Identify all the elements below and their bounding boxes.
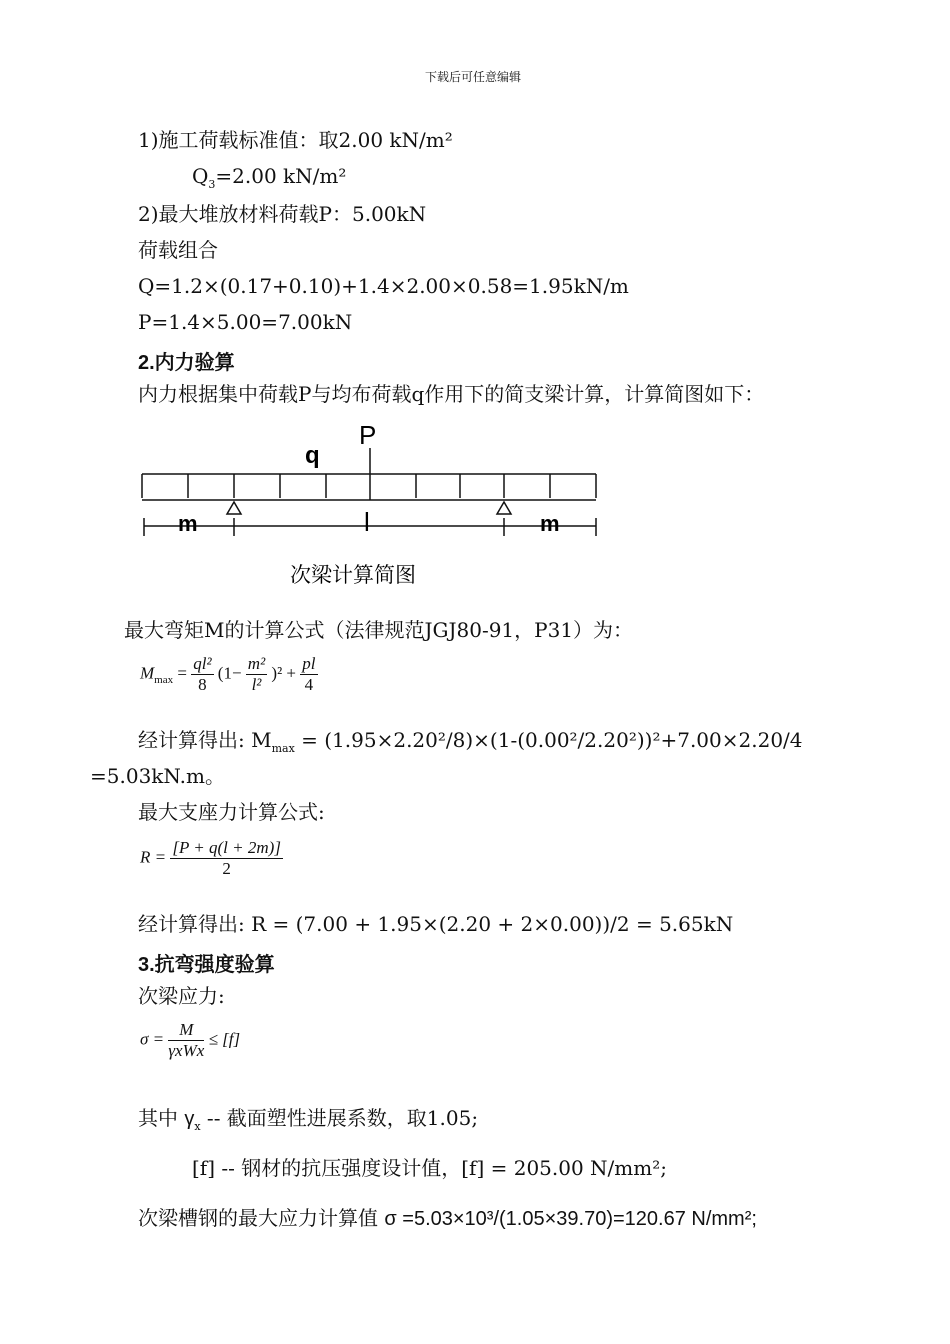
diagram-caption: 次梁计算简图 [290, 563, 416, 587]
load-combo-p: P=1.4×5.00=7.00kN [138, 310, 353, 334]
stress-label: 次梁应力: [138, 984, 225, 1008]
label-m-right: m [540, 511, 560, 536]
beam-diagram [130, 418, 610, 593]
stress-formula [140, 1020, 240, 1061]
moment-result-expr: = (1.95×2.20²/8)×(1-(0.00²/2.20²))²+7.00×2.20/4 [294, 728, 803, 752]
load-line-1: 1)施工荷载标准值：取2.00 kN/m² [138, 128, 453, 152]
stress-result-label: 次梁槽钢的最大应力计算值 [138, 1206, 385, 1230]
sf-den: 2 [222, 859, 231, 878]
mf-den-1: 8 [198, 675, 207, 694]
gamma-sub: x [194, 1120, 201, 1133]
stress-result [138, 1206, 757, 1231]
gamma-desc: -- 截面塑性进展系数，取1.05; [200, 1106, 479, 1130]
label-l: l [364, 507, 370, 537]
sf-num: [P + q(l + 2m)] [172, 838, 281, 857]
moment-result-sub: max [271, 742, 295, 755]
sf-frac [170, 838, 283, 879]
support-result: 经计算得出: R = (7.00 + 1.95×(2.20 + 2×0.00))/2 = 5.65kN [138, 912, 734, 936]
mf-lhs: M [140, 663, 155, 683]
mf-den-2: l² [251, 675, 262, 694]
moment-result-prefix: 经计算得出: M [138, 728, 272, 752]
mf-tail: )² + [271, 663, 297, 683]
stf-lhs: σ = [140, 1029, 165, 1049]
mf-lhs-sub: max [154, 673, 174, 686]
mf-frac-2 [246, 654, 267, 695]
stf-num: M [168, 1020, 204, 1041]
mf-num-1: ql² [193, 654, 212, 673]
label-p: P [359, 420, 377, 450]
left-support [227, 502, 241, 514]
load-line-2 [192, 164, 346, 197]
right-support [497, 502, 511, 514]
mf-num-3: pl [302, 654, 316, 673]
header-note: 下载后可任意编辑 [425, 70, 522, 84]
stf-frac [168, 1020, 204, 1061]
moment-intro: 最大弯矩M的计算公式（法律规范JGJ80-91，P31）为： [124, 618, 634, 642]
moment-formula [140, 654, 318, 695]
section-2-intro: 内力根据集中荷载P与均布荷载q作用下的简支梁计算，计算简图如下： [138, 382, 765, 406]
section-2-heading: 2.内力验算 [138, 352, 235, 374]
stress-result-value: σ =5.03×10³/(1.05×39.70)=120.67 N/mm²; [384, 1208, 757, 1230]
q3-symbol: Q [192, 164, 209, 188]
moment-result [138, 728, 803, 761]
f-line: [f] -- 钢材的抗压强度设计值，[f] = 205.00 N/mm²; [192, 1156, 667, 1180]
section-3-heading: 3.抗弯强度验算 [138, 954, 275, 976]
moment-result-value: =5.03kN.m。 [90, 764, 225, 788]
mf-eq: = [177, 663, 187, 683]
stf-rhs: ≤ [f] [208, 1029, 241, 1049]
load-combo-label: 荷载组合 [138, 238, 218, 262]
stf-den: γxWx [168, 1041, 205, 1060]
q3-value: =2.00 kN/m² [215, 164, 347, 188]
sf-lhs: R = [140, 847, 167, 867]
label-q: q [305, 442, 320, 469]
support-formula [140, 838, 283, 879]
mf-num-2: m² [247, 654, 266, 673]
load-combo-q: Q=1.2×(0.17+0.10)+1.4×2.00×0.58=1.95kN/m [138, 274, 629, 298]
label-m-left: m [178, 511, 198, 536]
load-line-3: 2)最大堆放材料荷载P：5.00kN [138, 202, 427, 226]
q3-subscript: 3 [208, 178, 216, 191]
gamma-prefix: 其中 [138, 1106, 185, 1130]
mf-frac-1 [191, 654, 213, 695]
gamma-symbol: γ [184, 1108, 195, 1130]
mf-mid: (1− [217, 663, 242, 683]
support-intro: 最大支座力计算公式: [138, 800, 325, 824]
mf-den-3: 4 [304, 675, 314, 694]
mf-frac-3 [300, 654, 317, 695]
gamma-line [138, 1106, 478, 1139]
